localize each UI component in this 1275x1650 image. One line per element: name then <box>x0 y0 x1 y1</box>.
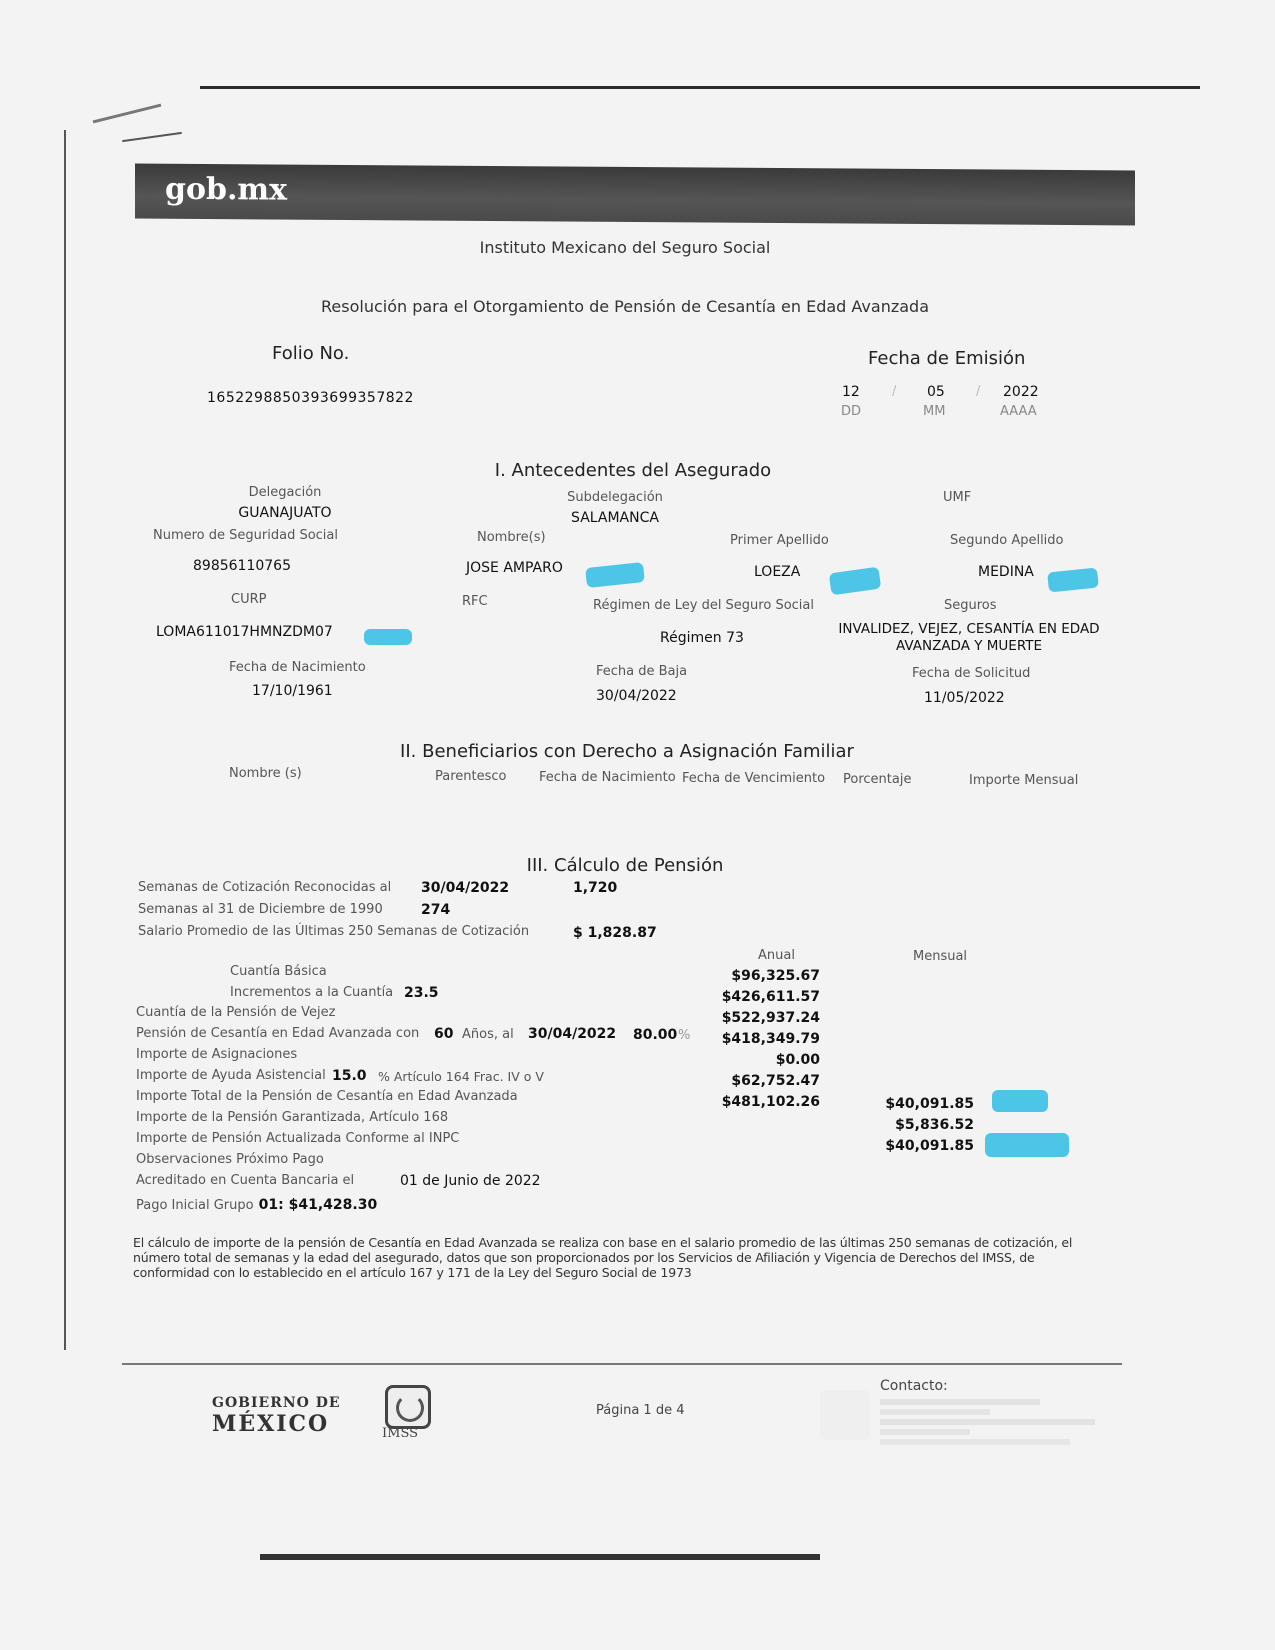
seguros-label: Seguros <box>944 598 997 613</box>
salario-value: $ 1,828.87 <box>573 925 657 941</box>
garantizada-mensual: $5,836.52 <box>895 1117 974 1133</box>
cesantia-anos-label: Años, al <box>462 1027 514 1042</box>
segundo-apellido-label: Segundo Apellido <box>950 533 1064 548</box>
asignaciones-label: Importe de Asignaciones <box>136 1047 298 1062</box>
section-3-title: III. Cálculo de Pensión <box>526 855 724 876</box>
pago-inicial <box>136 1194 377 1213</box>
semanas-reconocidas-fecha: 30/04/2022 <box>421 880 510 896</box>
gob-logo-line2: MÉXICO <box>212 1411 330 1437</box>
cesantia-porcentaje: 80.00 <box>633 1027 678 1043</box>
pen-mark <box>93 104 162 124</box>
beneficiarios-col-vencimiento: Fecha de Vencimiento <box>682 771 826 786</box>
scan-edge-bottom <box>260 1554 820 1560</box>
emision-month: 05 <box>927 384 945 400</box>
delegacion-value: GUANAJUATO <box>238 505 332 521</box>
cesantia-pct-sign: % <box>678 1028 691 1043</box>
segundo-apellido-value: MEDINA <box>978 564 1034 580</box>
emision-year: 2022 <box>1003 384 1039 400</box>
beneficiarios-col-importe: Importe Mensual <box>969 773 1079 788</box>
emision-month-label: MM <box>923 404 946 419</box>
section-1-title: I. Antecedentes del Asegurado <box>494 460 772 481</box>
cesantia-edad: 60 <box>434 1026 454 1042</box>
cesantia-anual: $418,349.79 <box>721 1031 820 1047</box>
curp-label: CURP <box>231 592 267 607</box>
incrementos-anual: $426,611.57 <box>721 989 820 1005</box>
regimen-value: Régimen 73 <box>660 630 744 646</box>
page-edge-top <box>200 86 1200 89</box>
redaction-mark <box>829 567 882 596</box>
salario-label: Salario Promedio de las Últimas 250 Semanas de Cotización <box>138 924 530 939</box>
redaction-mark <box>585 562 645 588</box>
cesantia-fecha: 30/04/2022 <box>528 1026 617 1042</box>
ayuda-label: Importe de Ayuda Asistencial <box>136 1068 326 1083</box>
acreditado-label: Acreditado en Cuenta Bancaria el <box>136 1173 355 1188</box>
total-label: Importe Total de la Pensión de Cesantía en Edad Avanzada <box>136 1089 518 1104</box>
ayuda-factor: 15.0 <box>332 1068 367 1084</box>
nss-value: 89856110765 <box>193 558 291 574</box>
primer-apellido-value: LOEZA <box>754 564 801 580</box>
imss-logo-text: IMSS <box>382 1426 419 1441</box>
pago-inicial-label: Pago Inicial Grupo <box>136 1198 254 1213</box>
semanas-reconocidas-label: Semanas de Cotización Reconocidas al <box>138 880 392 895</box>
beneficiarios-col-nacimiento: Fecha de Nacimiento <box>539 770 676 785</box>
ayuda-anual: $62,752.47 <box>731 1073 820 1089</box>
legal-note: El cálculo de importe de la pensión de Cesantía en Edad Avanzada se realiza con base en el salario promedio de las últimas 250 semanas de cotización, el número total de semanas y la edad del asegurado, datos que son proporcionados por los Servicios de Afiliación y Vigencia de Derechos del IMSS, de conformidad con lo establecido en el artículo 167 y 171 de la Ley del Seguro Social de 1973 <box>133 1235 1073 1280</box>
document-title: Resolución para el Otorgamiento de Pensión de Cesantía en Edad Avanzada <box>321 297 929 316</box>
pen-mark <box>122 132 182 142</box>
acreditado-value: 01 de Junio de 2022 <box>400 1173 541 1189</box>
contact-title: Contacto: <box>880 1378 948 1394</box>
mensual-header: Mensual <box>913 949 968 964</box>
total-mensual: $40,091.85 <box>885 1096 974 1112</box>
folio-label: Folio No. <box>272 343 350 364</box>
vejez-anual: $522,937.24 <box>721 1010 820 1026</box>
imss-eagle-icon <box>385 1385 431 1429</box>
footer-divider <box>122 1363 1122 1365</box>
baja-label: Fecha de Baja <box>596 664 688 679</box>
gob-mx-logo: gob.mx <box>165 171 288 208</box>
regimen-label: Régimen de Ley del Seguro Social <box>593 598 814 613</box>
nacimiento-value: 17/10/1961 <box>252 683 333 699</box>
cuantia-basica-anual: $96,325.67 <box>731 968 820 984</box>
page-number: Página 1 de 4 <box>596 1403 685 1418</box>
contact-line-faded <box>880 1439 1070 1445</box>
asignaciones-anual: $0.00 <box>775 1052 820 1068</box>
header-banner <box>135 164 1135 226</box>
emision-day-label: DD <box>841 404 862 419</box>
garantizada-label: Importe de la Pensión Garantizada, Artículo 168 <box>136 1110 449 1125</box>
redaction-mark <box>364 629 412 645</box>
redaction-mark <box>985 1133 1069 1157</box>
seguros-value-line1: INVALIDEZ, VEJEZ, CESANTÍA EN EDAD <box>838 621 1100 637</box>
cuantia-basica-label: Cuantía Básica <box>230 964 327 979</box>
subdelegacion-value: SALAMANCA <box>571 510 659 526</box>
gob-logo-line1: GOBIERNO DE <box>212 1395 341 1411</box>
folio-value: 16522988503936993578​22 <box>207 390 414 406</box>
date-separator: / <box>892 384 897 399</box>
cesantia-label: Pensión de Cesantía en Edad Avanzada con <box>136 1026 420 1041</box>
section-2-title: II. Beneficiarios con Derecho a Asignación Familiar <box>400 741 854 762</box>
pago-inicial-value: 01: $41,428.30 <box>258 1197 378 1213</box>
redaction-mark <box>992 1090 1048 1112</box>
nombre-label: Nombre(s) <box>477 530 546 545</box>
seguros-value-line2: AVANZADA Y MUERTE <box>895 638 1043 654</box>
contact-line-faded <box>880 1419 1095 1425</box>
total-anual: $481,102.26 <box>721 1094 820 1110</box>
solicitud-value: 11/05/2022 <box>924 690 1005 706</box>
beneficiarios-col-nombre: Nombre (s) <box>229 766 302 781</box>
emision-label: Fecha de Emisión <box>868 348 1026 369</box>
umf-label: UMF <box>943 490 972 505</box>
primer-apellido-label: Primer Apellido <box>730 533 829 548</box>
anual-header: Anual <box>758 948 795 963</box>
nombre-value: JOSE AMPARO <box>466 560 563 576</box>
watermark-logo-icon <box>820 1390 870 1440</box>
baja-value: 30/04/2022 <box>596 688 677 704</box>
ayuda-suffix: % Artículo 164 Frac. IV o V <box>378 1069 544 1084</box>
beneficiarios-col-parentesco: Parentesco <box>435 769 507 784</box>
contact-line-faded <box>880 1429 970 1435</box>
observaciones-label: Observaciones Próximo Pago <box>136 1152 324 1167</box>
contact-details <box>880 1396 1095 1449</box>
contact-line-faded <box>880 1399 1040 1405</box>
inpc-mensual: $40,091.85 <box>885 1138 974 1154</box>
emision-year-label: AAAA <box>1000 404 1037 419</box>
contact-line-faded <box>880 1409 990 1415</box>
incrementos-factor: 23.5 <box>404 985 439 1001</box>
subdelegacion-label: Subdelegación <box>567 490 663 505</box>
inpc-label: Importe de Pensión Actualizada Conforme al INPC <box>136 1131 460 1146</box>
page-edge-left <box>64 130 66 1350</box>
semanas-1990-value: 274 <box>421 902 451 918</box>
nacimiento-label: Fecha de Nacimiento <box>229 660 366 675</box>
gobierno-de-mexico-logo <box>212 1395 341 1437</box>
redaction-mark <box>1047 567 1099 592</box>
curp-value: LOMA611017HMNZDM07 <box>156 624 333 640</box>
incrementos-label: Incrementos a la Cuantía <box>230 985 394 1000</box>
solicitud-label: Fecha de Solicitud <box>912 666 1031 681</box>
semanas-1990-label: Semanas al 31 de Diciembre de 1990 <box>138 902 383 917</box>
date-separator: / <box>976 384 981 399</box>
delegacion-label: Delegación <box>248 485 322 500</box>
rfc-label: RFC <box>462 594 488 609</box>
vejez-label: Cuantía de la Pensión de Vejez <box>136 1005 336 1020</box>
emision-day: 12 <box>842 384 860 400</box>
institution-name: Instituto Mexicano del Seguro Social <box>479 238 771 257</box>
beneficiarios-col-porcentaje: Porcentaje <box>843 772 912 787</box>
nss-label: Numero de Seguridad Social <box>153 528 338 543</box>
semanas-reconocidas-value: 1,720 <box>573 880 618 896</box>
